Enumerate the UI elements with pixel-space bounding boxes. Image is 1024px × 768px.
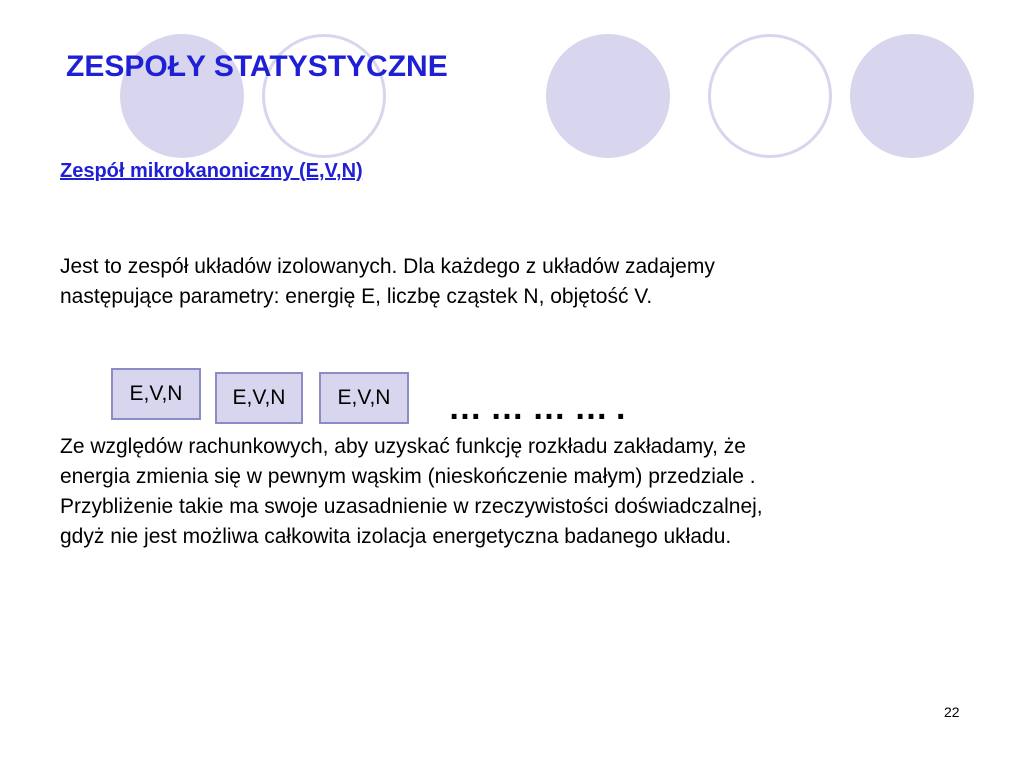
paragraph-line: Przybliżenie takie ma swoje uzasadnienie w rzeczywistości doświadczalnej,	[60, 495, 763, 518]
page-number: 22	[944, 704, 960, 720]
system-box-2	[215, 372, 303, 424]
slide-subtitle: Zespół mikrokanoniczny (E,V,N)	[60, 160, 363, 182]
explanation-paragraph	[60, 432, 960, 552]
paragraph-line: energia zmienia się w pewnym wąskim (nieskończenie małym) przedziale .	[60, 465, 756, 488]
system-box-label: E,V,N	[129, 382, 183, 405]
paragraph-line: następujące parametry: energię E, liczbę cząstek N, objętość V.	[60, 285, 653, 308]
slide-title: ZESPOŁY STATYSTYCZNE	[66, 50, 448, 83]
decorative-circle-outline	[708, 34, 832, 158]
paragraph-line: Ze względów rachunkowych, aby uzyskać funkcję rozkładu zakładamy, że	[60, 435, 746, 458]
decorative-circle-filled	[546, 34, 670, 158]
paragraph-line: Jest to zespół układów izolowanych. Dla każdego z układów zadajemy	[60, 255, 715, 278]
system-box-3	[319, 372, 409, 424]
ellipsis-dots: ………….	[448, 389, 634, 427]
paragraph-line: gdyż nie jest możliwa całkowita izolacja energetyczna badanego układu.	[60, 525, 732, 548]
system-box-label: E,V,N	[232, 386, 286, 409]
system-box-label: E,V,N	[337, 386, 391, 409]
system-box-1	[111, 368, 201, 420]
decorative-circle-filled	[850, 34, 974, 158]
intro-paragraph	[60, 252, 940, 312]
